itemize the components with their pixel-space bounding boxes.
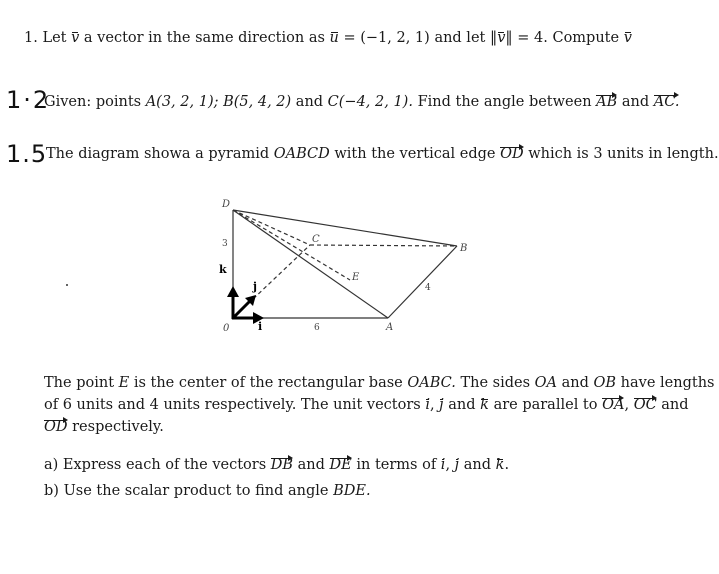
label-b: B — [460, 243, 468, 254]
text: Find the angle between — [417, 94, 592, 110]
text: and — [621, 94, 650, 110]
label-o: 0 — [223, 323, 230, 334]
text: Use the scalar product to find angle — [63, 483, 329, 499]
text: The point — [44, 375, 115, 391]
comma: , — [624, 397, 630, 413]
edge-cb — [310, 245, 457, 246]
label-c: C — [312, 234, 320, 245]
text: of 6 units and 4 units respectively. The unit vectors — [44, 397, 421, 413]
period: . — [504, 457, 510, 473]
text: a vector in the same direction as — [83, 30, 325, 46]
label-e: E — [352, 272, 360, 283]
text: with the vertical edge — [334, 146, 496, 162]
text: and — [295, 94, 324, 110]
text: and — [463, 457, 492, 473]
vector-od: OD — [500, 146, 524, 162]
label-k: k — [219, 263, 227, 276]
text: Express each of the vectors — [62, 457, 267, 473]
side-ob: OB — [593, 375, 617, 391]
question-number: 1. — [24, 30, 38, 46]
text: in terms of — [356, 457, 437, 473]
arrow-j — [233, 300, 251, 318]
edge-ab — [388, 246, 457, 318]
part-label: b) — [44, 483, 59, 499]
text: and — [448, 397, 476, 413]
unit-i: i — [440, 457, 446, 473]
side-oa: OA — [534, 375, 558, 391]
unit-j: j — [454, 457, 460, 473]
part-a — [44, 457, 509, 473]
text: Given: points — [44, 94, 142, 110]
text: which is 3 units in length. — [528, 146, 719, 162]
length-6: 6 — [314, 323, 320, 333]
text: The diagram showa a pyramid — [46, 146, 270, 162]
comma: , — [429, 397, 435, 413]
base-oabc: OABC. — [407, 375, 456, 391]
vector-od: OD — [44, 419, 68, 435]
handwritten-number-1-5: 1.5 — [6, 140, 48, 168]
text: Compute — [552, 30, 620, 46]
vector-v: v — [497, 30, 506, 46]
edge-da — [233, 210, 388, 318]
norm-close: ‖ = 4. — [505, 30, 548, 46]
text: is the center of the rectangular base — [133, 375, 403, 391]
vector-oc: OC — [633, 397, 657, 413]
vector-ac: AC. — [653, 94, 680, 110]
unit-j: j — [439, 397, 444, 413]
vector-oa: OA — [602, 397, 625, 413]
norm-open: ‖ — [489, 30, 498, 46]
edge-dc — [233, 210, 310, 245]
handwritten-number-1-2: 1·2 — [6, 86, 51, 114]
unit-k: k — [480, 397, 489, 413]
label-d: D — [222, 199, 231, 210]
vector-v: v — [623, 30, 632, 46]
angle-bde: BDE. — [333, 483, 371, 499]
vector-de: DE — [329, 457, 352, 473]
text: and — [661, 397, 689, 413]
text: and — [561, 375, 589, 391]
points-a-b: A(3, 2, 1); B(5, 4, 2) — [145, 94, 292, 110]
label-j: j — [253, 280, 257, 293]
text: and let — [434, 30, 486, 46]
text: Let — [42, 30, 67, 46]
label-i: i — [258, 320, 263, 333]
pyramid-name: OABCD — [273, 146, 330, 162]
part-label: a) — [44, 457, 59, 473]
point-c: C(−4, 2, 1). — [327, 94, 413, 110]
vector-db: DB — [270, 457, 294, 473]
text: respectively. — [72, 419, 164, 435]
length-3: 3 — [222, 239, 228, 249]
comma: , — [445, 457, 451, 473]
label-a: A — [386, 322, 394, 333]
length-4: 4 — [425, 283, 431, 293]
text: and — [297, 457, 325, 473]
text: have lengths — [620, 375, 715, 391]
text: The sides — [460, 375, 531, 391]
vector-u: u — [329, 30, 339, 46]
paragraph-line-1 — [44, 375, 714, 391]
text: are parallel to — [493, 397, 598, 413]
vector-ab: AB — [596, 94, 618, 110]
unit-k: k — [495, 457, 505, 473]
part-b — [44, 483, 371, 499]
point-e: E — [118, 375, 130, 391]
vector-u-value: = (−1, 2, 1) — [343, 30, 430, 46]
vector-v: v — [71, 30, 80, 46]
paragraph-line-3 — [44, 419, 164, 435]
unit-i: i — [425, 397, 430, 413]
edge-db — [233, 210, 457, 246]
paragraph-line-2 — [44, 397, 689, 413]
stray-dot — [66, 284, 68, 286]
